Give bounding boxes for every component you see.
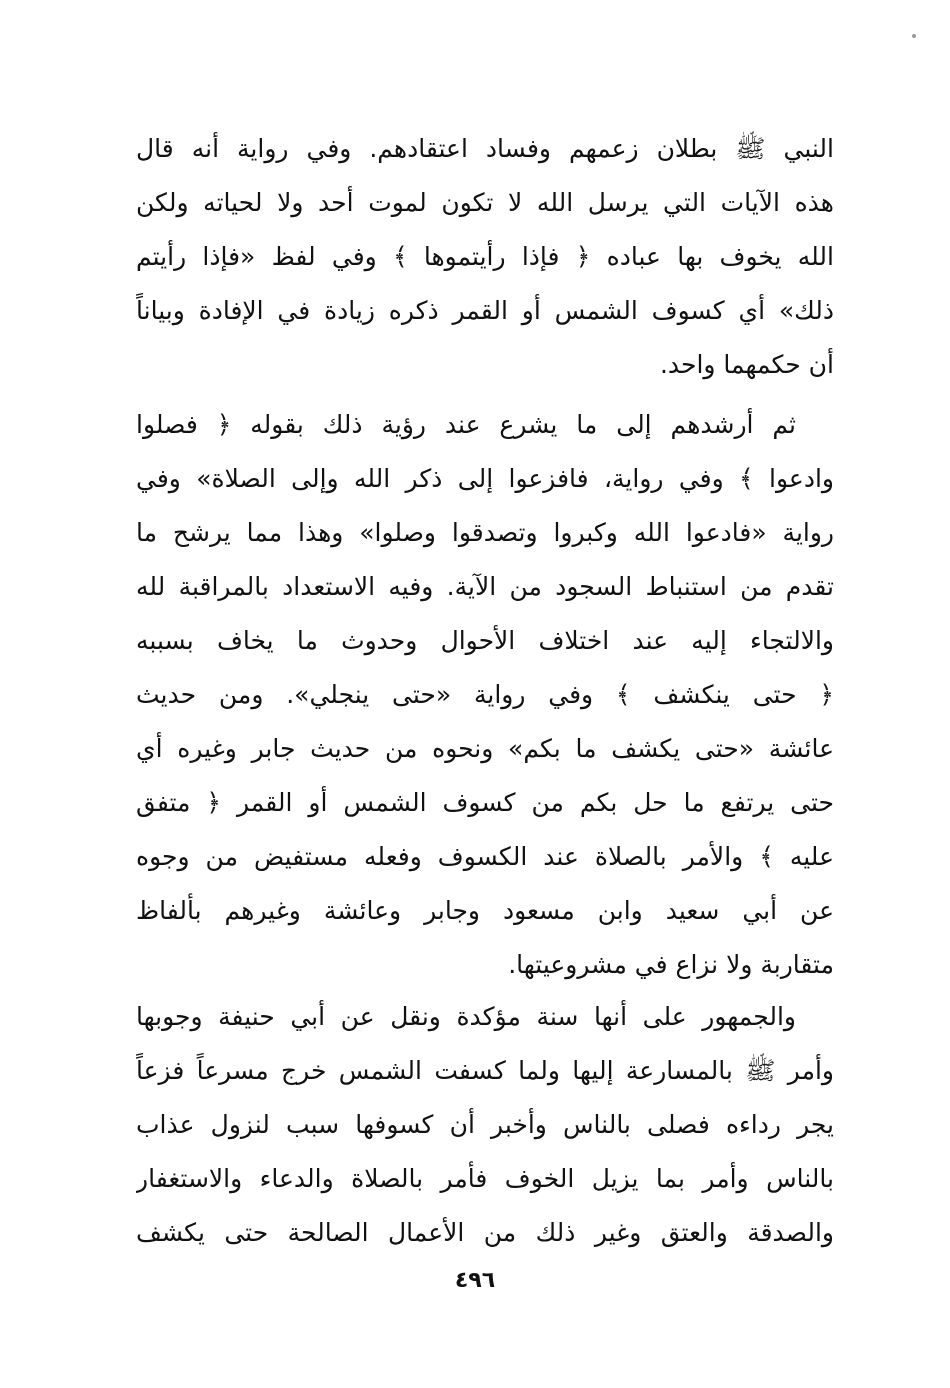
text-line: عليه ﴾ والأمر بالصلاة عند الكسوف وفعله مستفيض من وجوه [136,842,834,871]
text-line: عائشة «حتى يكشف ما بكم» ونحوه من حديث جابر وغيره أي [136,734,834,763]
text-line: أن حكمهما واحد. [659,350,834,379]
paragraph-3 [136,990,834,1260]
text-line: يجر رداءه فصلى بالناس وأخبر أن كسوفها سبب لنزول عذاب [136,1110,834,1139]
text-line: وادعوا ﴾ وفي رواية، فافزعوا إلى ذكر الله وإلى الصلاة» وفي [136,464,834,493]
text-line: ذلك» أي كسوف الشمس أو القمر ذكره زيادة في الإفادة وبياناً [136,296,834,325]
text-line: وأمر ﷺ بالمسارعة إليها ولما كسفت الشمس خرج مسرعاً فزعاً [136,1056,834,1085]
text-line: النبي ﷺ بطلان زعمهم وفساد اعتقادهم. وفي رواية أنه قال [136,134,834,163]
text-line: والجمهور على أنها سنة مؤكدة ونقل عن أبي حنيفة وجوبها [136,1002,796,1031]
text-line: هذه الآيات التي يرسل الله لا تكون لموت أحد ولا لحياته ولكن [136,188,834,217]
paragraph-2 [136,398,834,992]
text-line: متقاربة ولا نزاع في مشروعيتها. [508,950,834,979]
text-line: حتى يرتفع ما حل بكم من كسوف الشمس أو القمر ﴿ متفق [136,788,834,817]
page-number: ٤٩٦ [454,1268,496,1293]
text-line: ﴿ حتى ينكشف ﴾ وفي رواية «حتى ينجلي». ومن حديث [136,680,834,709]
text-line: تقدم من استنباط السجود من الآية. وفيه الاستعداد بالمراقبة لله [136,572,834,601]
text-line: عن أبي سعيد وابن مسعود وجابر وعائشة وغيرهم بألفاظ [136,896,834,925]
text-line: والالتجاء إليه عند اختلاف الأحوال وحدوث ما يخاف بسببه [136,626,834,655]
text-line: الله يخوف بها عباده ﴿ فإذا رأيتموها ﴾ وفي لفظ «فإذا رأيتم [136,242,834,271]
text-line: والصدقة والعتق وغير ذلك من الأعمال الصالحة حتى يكشف [136,1218,834,1247]
paragraph-1 [136,122,834,392]
scan-speck [912,34,916,38]
text-line: ثم أرشدهم إلى ما يشرع عند رؤية ذلك بقوله ﴿ فصلوا [136,410,796,439]
text-line: رواية «فادعوا الله وكبروا وتصدقوا وصلوا» وهذا مما يرشح ما [136,518,834,547]
text-line: بالناس وأمر بما يزيل الخوف فأمر بالصلاة والدعاء والاستغفار [136,1164,834,1193]
